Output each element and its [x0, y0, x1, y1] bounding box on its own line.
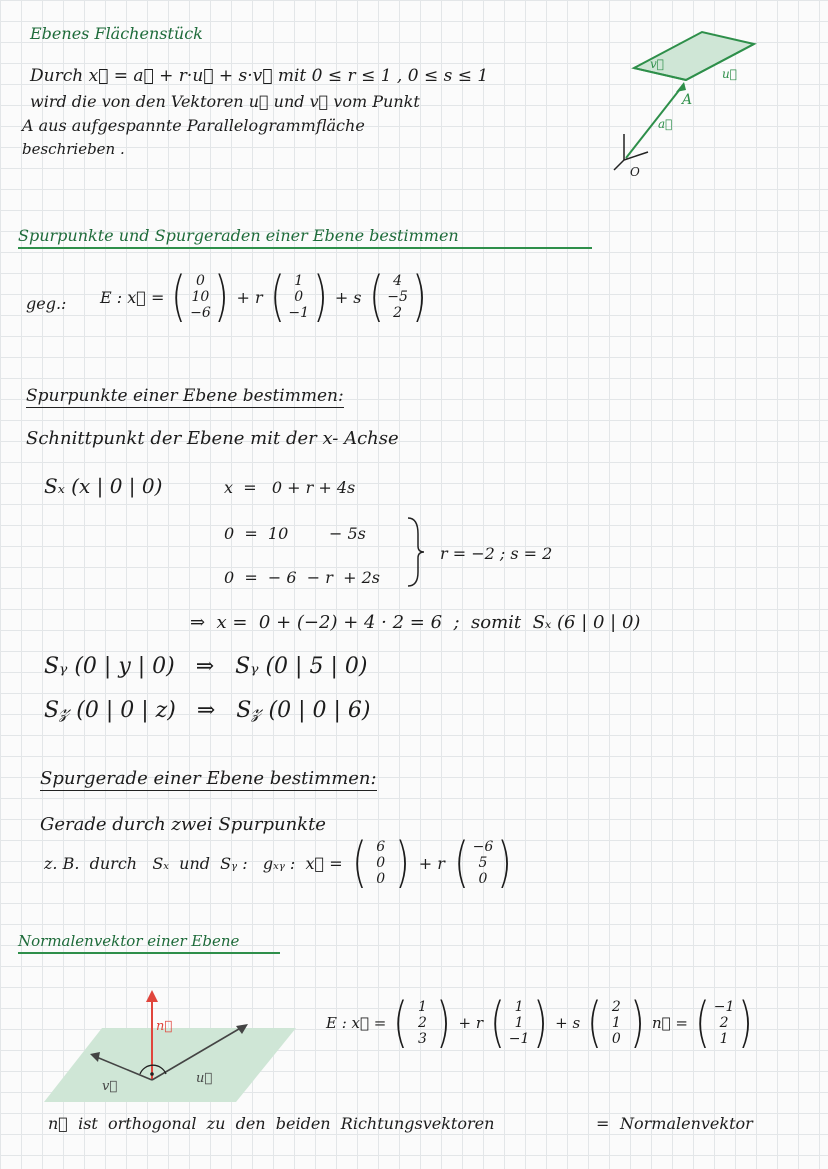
sz-line: S𝓏 (0 | 0 | z) ⇒ S𝓏 (0 | 0 | 6): [44, 698, 371, 723]
section-title-spurpunkte: Spurpunkte und Spurgeraden einer Ebene bestimmen: [18, 226, 592, 249]
ebene2-n-2: 2: [719, 1015, 729, 1031]
ebene2-a-1: 1: [417, 999, 427, 1015]
gxy-d-3: 0: [478, 871, 488, 887]
calc-brace: [404, 516, 428, 588]
given-plus-r: + r: [236, 287, 263, 307]
plane-area: [44, 1028, 296, 1102]
gxy-support-vector: ( 6 0 0 ): [351, 831, 410, 894]
fig2-n-label: n⃗: [156, 1019, 173, 1034]
given-label: geg.:: [26, 294, 67, 313]
calc-line-1: x = 0 + r + 4s: [224, 478, 356, 497]
ebene2-plus-s: + s: [555, 1014, 581, 1032]
given-u-2: 0: [294, 289, 304, 305]
given-a-1: 0: [195, 273, 205, 289]
given-v-3: 2: [393, 305, 403, 321]
gxy-prefix: z. B. durch Sₓ und Sᵧ : gₓᵧ : x⃗ =: [44, 853, 343, 873]
subheading-spurgerade: Spurgerade einer Ebene bestimmen:: [40, 768, 377, 789]
given-support-vector: ( 0 10 −6 ): [171, 265, 230, 328]
subheading-spurpunkte: Spurpunkte einer Ebene bestimmen:: [26, 386, 344, 406]
footer-equals: =: [596, 1114, 610, 1133]
intro-line-2: wird die von den Vektoren u⃗ und v⃗ vom Punkt: [30, 92, 420, 111]
given-u-vector: ( 1 0 −1 ): [269, 265, 328, 328]
gxy-d-2: 5: [478, 855, 488, 871]
given-u-3: −1: [288, 305, 310, 321]
ebene2-v-2: 1: [611, 1015, 621, 1031]
ebene2-v-3: 0: [611, 1031, 621, 1047]
ebene2-u-3: −1: [508, 1031, 530, 1047]
ebene2-u-vector: ( 1 1 −1 ): [490, 991, 549, 1054]
ebene2-u-1: 1: [514, 999, 524, 1015]
given-a-3: −6: [190, 305, 211, 321]
vector-a-arrowhead: [676, 82, 686, 92]
ebene2-v-vector: ( 2 1 0 ): [587, 991, 646, 1054]
given-u-1: 1: [294, 273, 304, 289]
given-eq-prefix: E : x⃗ =: [100, 287, 165, 307]
parallelogram-figure: [600, 20, 780, 180]
intro-line-3: A aus aufgespannte Parallelogrammfläche: [22, 116, 365, 135]
vector-a-line: [626, 84, 684, 158]
gxy-plus-r: + r: [418, 853, 445, 873]
calc-line-2: 0 = 10 − 5s: [224, 524, 366, 543]
given-plane-equation: [100, 265, 430, 328]
ebene2-n-prefix: n⃗ =: [652, 1014, 688, 1032]
ebene2-u-2: 1: [514, 1015, 524, 1031]
calc-result-rs: r = −2 ; s = 2: [440, 544, 553, 563]
footer-right: Normalenvektor: [620, 1114, 753, 1133]
gxy-p-3: 0: [376, 871, 386, 887]
given-v-2: −5: [387, 289, 408, 305]
fig1-point-A: A: [682, 92, 693, 108]
ebene2-v-1: 2: [611, 999, 621, 1015]
right-angle-dot: [150, 1072, 154, 1076]
gxy-equation: [44, 831, 515, 894]
schnittpunkt-line: Schnittpunkt der Ebene mit der x- Achse: [26, 428, 399, 449]
ebene2-n-1: −1: [713, 999, 735, 1015]
ebene2-a-2: 2: [417, 1015, 427, 1031]
normal-vector-equation: [652, 991, 756, 1054]
section-title-flaechenstueck: Ebenes Flächenstück: [30, 24, 203, 43]
ebene2-plus-r: + r: [458, 1014, 484, 1032]
spurgerade-line: Gerade durch zwei Spurpunkte: [40, 814, 326, 835]
ebene2-n-3: 1: [719, 1031, 729, 1047]
given-plus-s: + s: [334, 287, 362, 307]
ebene2-eq-prefix: E : x⃗ =: [326, 1014, 387, 1032]
fig2-v-label: v⃗: [102, 1079, 118, 1094]
intro-line-4: beschrieben .: [22, 140, 125, 158]
given-v-1: 4: [393, 273, 403, 289]
gxy-direction-vector: ( −6 5 0 ): [454, 831, 512, 894]
gxy-p-1: 6: [376, 839, 386, 855]
sx-label: Sₓ (x | 0 | 0): [44, 474, 163, 498]
ebene2-support-vector: ( 1 2 3 ): [393, 991, 452, 1054]
fig1-a-label: a⃗: [658, 117, 673, 131]
gxy-d-1: −6: [472, 839, 494, 855]
normal-vector-arrowhead: [146, 990, 158, 1002]
given-v-vector: ( 4 −5 2 ): [368, 265, 427, 328]
fig2-u-label: u⃗: [196, 1071, 213, 1086]
calc-line-4: ⇒ x = 0 + (−2) + 4 · 2 = 6 ; somit Sₓ (6 | 0 | 0): [190, 612, 641, 633]
sy-line: Sᵧ (0 | y | 0) ⇒ Sᵧ (0 | 5 | 0): [44, 654, 368, 679]
fig1-u-label: u⃗: [722, 67, 737, 81]
calc-line-3: 0 = − 6 − r + 2s: [224, 568, 380, 587]
ebene2-n-vector: ( −1 2 1 ): [695, 991, 753, 1054]
axis-x: [614, 160, 624, 170]
ebene2-a-3: 3: [417, 1031, 427, 1047]
plane-equation-2: [326, 991, 648, 1054]
section-title-normalenvektor: Normalenvektor einer Ebene: [18, 932, 280, 954]
intro-line-1: Durch x⃗ = a⃗ + r·u⃗ + s·v⃗ mit 0 ≤ r ≤ 1 , 0 ≤ s ≤ 1: [30, 66, 489, 86]
footer-left: n⃗ ist orthogonal zu den beiden Richtungsvektoren: [48, 1114, 495, 1133]
fig1-v-label: v⃗: [650, 57, 664, 71]
normal-vector-figure: [40, 982, 310, 1102]
gxy-p-2: 0: [376, 855, 386, 871]
fig1-origin-O: O: [630, 165, 640, 179]
given-a-2: 10: [191, 289, 210, 305]
